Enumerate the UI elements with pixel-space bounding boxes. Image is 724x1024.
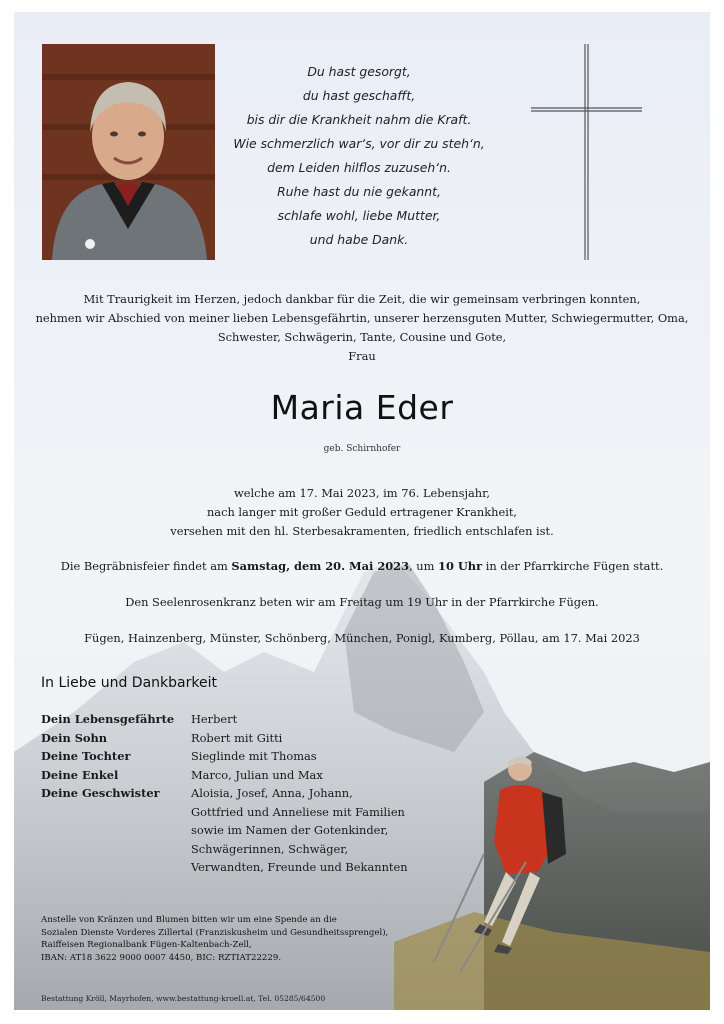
poem-line: Wie schmerzlich war‘s, vor dir zu steh‘n, <box>233 136 485 151</box>
donation-line: Sozialen Dienste Vorderes Zillertal (Franziskusheim und Gesundheitssprengel), <box>41 927 389 938</box>
poem-line: dem Leiden hilflos zuzuseh‘n. <box>267 160 451 175</box>
funeral-text-post: in der Pfarrkirche Fügen statt. <box>482 559 664 573</box>
mourner-names: Herbert <box>191 712 238 726</box>
mourners-list <box>41 710 408 877</box>
mourner-names: Verwandten, Freunde und Bekannten <box>191 860 408 874</box>
places-date: Fügen, Hainzenberg, Münster, Schönberg, München, Ponigl, Kumberg, Pöllau, am 17. Mai 2023 <box>84 631 640 645</box>
funeral-text-pre: Die Begräbnisfeier findet am <box>60 559 232 573</box>
mourners-heading: In Liebe und Dankbarkeit <box>41 675 217 691</box>
rosary-info: Den Seelenrosenkranz beten wir am Freitag um 19 Uhr in der Pfarrkirche Fügen. <box>125 595 599 609</box>
list-item <box>41 766 408 785</box>
funeral-time: 10 Uhr <box>438 559 483 573</box>
intro-line: Frau <box>348 349 376 363</box>
donation-line: IBAN: AT18 3622 9000 0007 4450, BIC: RZTIAT22229. <box>41 952 282 963</box>
funeral-home-footer: Bestattung Kröll, Mayrhofen, www.bestattung-kroell.at, Tel. 05285/64500 <box>41 994 326 1003</box>
poem <box>224 60 494 252</box>
funeral-text-mid: , um <box>409 559 439 573</box>
death-notice <box>14 484 710 541</box>
intro-line: Schwester, Schwägerin, Tante, Cousine und Gote, <box>217 330 507 344</box>
cross-icon <box>529 42 644 262</box>
funeral-info <box>14 557 710 575</box>
poem-line: schlafe wohl, liebe Mutter, <box>277 208 441 223</box>
list-item <box>41 710 408 729</box>
mourner-relation: Dein Lebensgefährte <box>41 712 175 726</box>
funeral-date: Samstag, dem 20. Mai 2023 <box>231 559 410 573</box>
mourner-names: Schwägerinnen, Schwäger, <box>191 841 349 856</box>
list-item <box>41 784 408 877</box>
obituary-card <box>14 12 710 1010</box>
donation-line: Raiffeisen Regionalbank Fügen-Kaltenbach-Zell, <box>41 940 252 951</box>
mourner-names: Aloisia, Josef, Anna, Johann, <box>191 786 353 800</box>
poem-line: Du hast gesorgt, <box>307 64 411 79</box>
death-line: nach langer mit großer Geduld ertragener Krankheit, <box>206 505 518 519</box>
intro-line: Mit Traurigkeit im Herzen, jedoch dankbar für die Zeit, die wir gemeinsam verbringen konnten, <box>83 292 641 306</box>
birth-name: geb. Schirnhofer <box>323 444 401 454</box>
donation-line: Anstelle von Kränzen und Blumen bitten wir um eine Spende an die <box>41 915 337 925</box>
list-item <box>41 729 408 748</box>
mourner-names: Sieglinde mit Thomas <box>191 749 317 763</box>
mourner-relation: Deine Enkel <box>41 767 119 782</box>
poem-line: und habe Dank. <box>309 232 409 247</box>
donation-request <box>41 914 388 964</box>
intro-text <box>14 290 710 366</box>
mourner-names: Marco, Julian und Max <box>191 767 323 782</box>
mourner-relation: Deine Geschwister <box>41 786 160 800</box>
death-line: welche am 17. Mai 2023, im 76. Lebensjahr, <box>234 486 490 500</box>
deceased-name: Maria Eder <box>270 388 454 427</box>
death-line: versehen mit den hl. Sterbesakramenten, friedlich entschlafen ist. <box>170 524 554 538</box>
poem-line: Ruhe hast du nie gekannt, <box>277 184 441 199</box>
poem-line: du hast geschafft, <box>302 88 416 103</box>
list-item <box>41 747 408 766</box>
mourner-names: Gottfried und Anneliese mit Familien <box>191 804 405 819</box>
portrait-photo <box>42 44 215 260</box>
mourner-relation: Deine Tochter <box>41 749 131 763</box>
intro-line: nehmen wir Abschied von meiner lieben Lebensgefährtin, unserer herzensguten Mutter, Schwiegermutter, Oma, <box>35 311 689 325</box>
mourner-names: sowie im Namen der Gotenkinder, <box>191 823 389 837</box>
mourner-names: Robert mit Gitti <box>191 730 283 745</box>
poem-line: bis dir die Krankheit nahm die Kraft. <box>246 112 472 127</box>
mourner-relation: Dein Sohn <box>41 730 108 745</box>
